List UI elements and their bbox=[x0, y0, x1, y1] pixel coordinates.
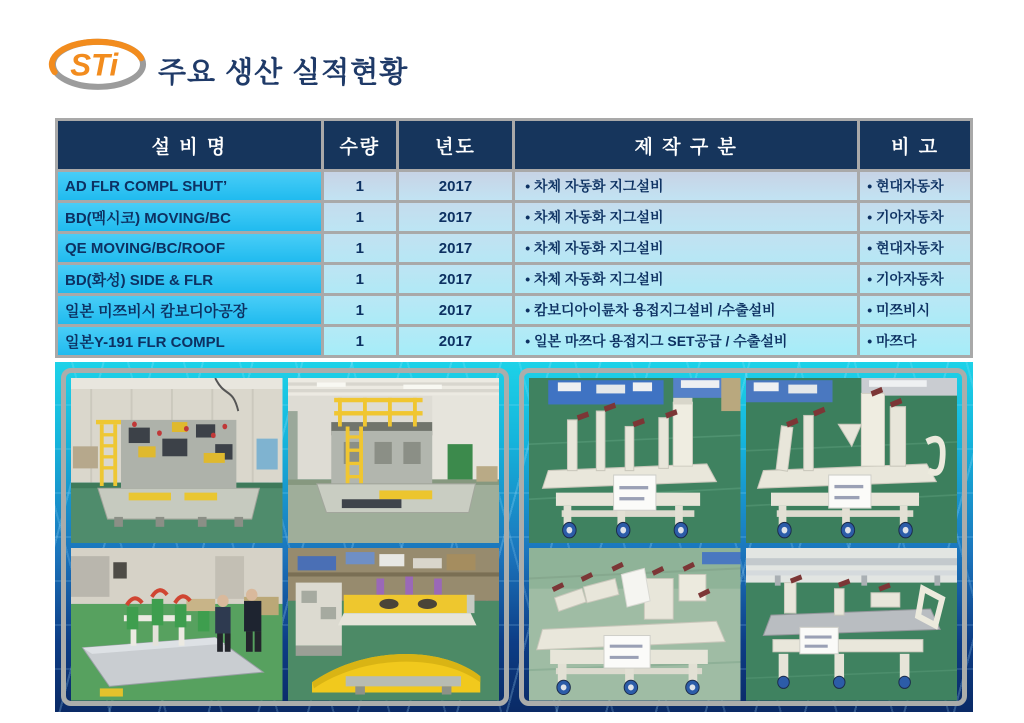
category: • 차체 자동화 지그설비 bbox=[515, 203, 857, 231]
sti-logo bbox=[46, 34, 150, 96]
photo-automation-jig-platform bbox=[288, 378, 500, 543]
photo-baseplate-jig-with-workers bbox=[71, 548, 283, 701]
table-row bbox=[58, 296, 970, 324]
year: 2017 bbox=[399, 172, 512, 200]
production-table bbox=[55, 118, 973, 358]
category: • 차체 자동화 지그설비 bbox=[515, 172, 857, 200]
remark: • 마쯔다 bbox=[860, 327, 970, 355]
quantity: 1 bbox=[324, 265, 396, 293]
category: • 일본 마쯔다 용접지그 SET공급 / 수출설비 bbox=[515, 327, 857, 355]
quantity: 1 bbox=[324, 203, 396, 231]
equipment-name: BD(화성) SIDE & FLR bbox=[58, 265, 321, 293]
year: 2017 bbox=[399, 203, 512, 231]
photo-automation-jig-front bbox=[71, 378, 283, 543]
col-header-remark: 비 고 bbox=[860, 121, 970, 169]
remark: • 현대자동차 bbox=[860, 234, 970, 262]
col-header-category: 제 작 구 분 bbox=[515, 121, 857, 169]
remark: • 기아자동차 bbox=[860, 203, 970, 231]
equipment-name: BD(멕시코) MOVING/BC bbox=[58, 203, 321, 231]
table-row bbox=[58, 203, 970, 231]
equipment-name: 일본 미쯔비시 캄보디아공장 bbox=[58, 296, 321, 324]
photo-white-welding-jig-cart-1 bbox=[529, 378, 741, 543]
page-title: 주요 생산 실적현황 bbox=[158, 57, 409, 89]
year: 2017 bbox=[399, 296, 512, 324]
remark: • 현대자동차 bbox=[860, 172, 970, 200]
category: • 캄보디아이륜차 용접지그설비 /수출설비 bbox=[515, 296, 857, 324]
category: • 차체 자동화 지그설비 bbox=[515, 265, 857, 293]
table-row bbox=[58, 265, 970, 293]
quantity: 1 bbox=[324, 234, 396, 262]
col-header-qty: 수량 bbox=[324, 121, 396, 169]
equipment-name: 일본Y-191 FLR COMPL bbox=[58, 327, 321, 355]
table-row bbox=[58, 172, 970, 200]
sti-logo-icon bbox=[46, 34, 150, 95]
photo-white-welding-jig-rail bbox=[746, 548, 958, 701]
quantity: 1 bbox=[324, 327, 396, 355]
photo-rotary-yellow-jig bbox=[288, 548, 500, 701]
remark: • 미쯔비시 bbox=[860, 296, 970, 324]
production-table-wrap bbox=[55, 118, 973, 358]
year: 2017 bbox=[399, 327, 512, 355]
photo-gallery bbox=[55, 362, 973, 712]
gallery-right-panel bbox=[519, 368, 967, 706]
col-header-year: 년도 bbox=[399, 121, 512, 169]
photo-white-welding-jig-cart-3 bbox=[529, 548, 741, 701]
quantity: 1 bbox=[324, 172, 396, 200]
col-header-equipment: 설 비 명 bbox=[58, 121, 321, 169]
year: 2017 bbox=[399, 234, 512, 262]
table-row bbox=[58, 327, 970, 355]
year: 2017 bbox=[399, 265, 512, 293]
equipment-name: AD FLR COMPL SHUT’ bbox=[58, 172, 321, 200]
category: • 차체 자동화 지그설비 bbox=[515, 234, 857, 262]
table-row bbox=[58, 234, 970, 262]
remark: • 기아자동차 bbox=[860, 265, 970, 293]
equipment-name: QE MOVING/BC/ROOF bbox=[58, 234, 321, 262]
table-header-row bbox=[58, 121, 970, 169]
photo-white-welding-jig-cart-2 bbox=[746, 378, 958, 543]
gallery-left-panel bbox=[61, 368, 509, 706]
svg-text:STi: STi bbox=[70, 47, 119, 83]
quantity: 1 bbox=[324, 296, 396, 324]
